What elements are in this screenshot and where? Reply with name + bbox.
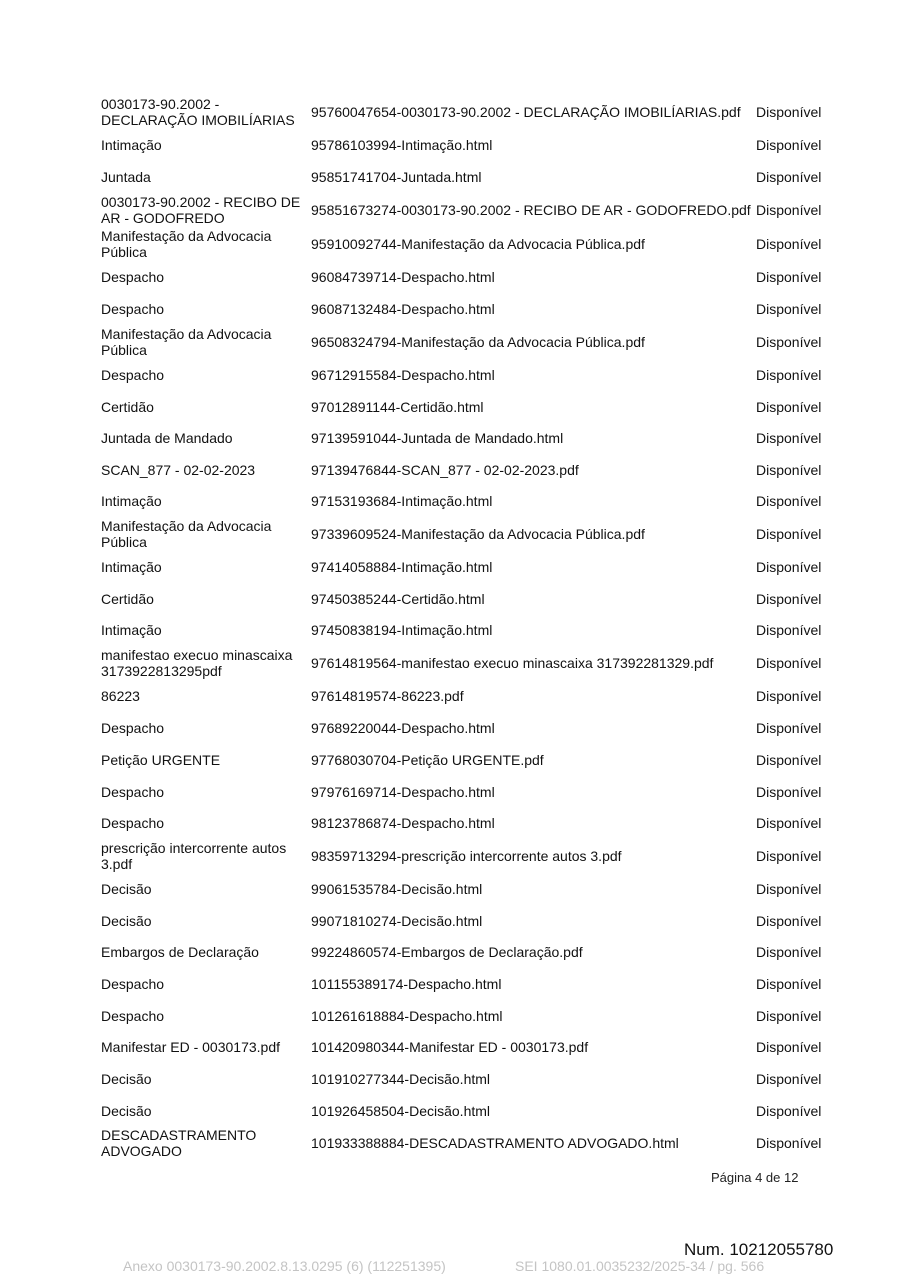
table-row	[101, 1126, 841, 1160]
document-name-cell: Certidão	[101, 398, 154, 415]
table-row	[101, 968, 841, 1000]
document-name-cell: prescrição intercorrente autos 3.pdf	[101, 840, 287, 872]
file-name-cell: 101910277344-Decisão.html	[311, 1071, 491, 1087]
status-cell: Disponível	[756, 169, 822, 185]
file-name-cell: 98123786874-Despacho.html	[311, 815, 495, 831]
table-row	[101, 1063, 841, 1095]
status-cell: Disponível	[756, 1039, 822, 1055]
status-cell: Disponível	[756, 559, 822, 575]
status-cell: Disponível	[756, 398, 822, 415]
document-name-cell: Despacho	[101, 1007, 165, 1024]
table-row	[101, 1000, 841, 1031]
file-name-cell: 101933388884-DESCADASTRAMENTO ADVOGADO.html	[311, 1135, 679, 1151]
file-name-cell: 97012891144-Certidão.html	[311, 398, 484, 415]
table-row	[101, 807, 841, 839]
status-cell: Disponível	[756, 752, 822, 768]
table-row	[101, 1095, 841, 1126]
table-row	[101, 905, 841, 936]
table-row	[101, 646, 841, 680]
status-cell: Disponível	[756, 334, 822, 350]
document-name-cell: Intimação	[101, 493, 162, 509]
status-cell: Disponível	[756, 912, 822, 929]
document-name-cell: 0030173-90.2002 - DECLARAÇÃO IMOBILÍARIAS	[101, 96, 295, 128]
document-name-cell: Juntada	[101, 169, 151, 185]
document-name-cell: Despacho	[101, 783, 165, 800]
document-name-cell: Decisão	[101, 912, 152, 929]
file-name-cell: 101420980344-Manifestar ED - 0030173.pdf	[311, 1039, 589, 1055]
table-row	[101, 936, 841, 968]
document-name-cell: Despacho	[101, 269, 165, 285]
status-cell: Disponível	[756, 493, 822, 509]
footer-sei-text: SEI 1080.01.0035232/2025-34 / pg. 566	[515, 1258, 765, 1274]
status-cell: Disponível	[756, 622, 822, 638]
status-cell: Disponível	[756, 1102, 822, 1119]
file-name-cell: 97414058884-Intimação.html	[311, 559, 493, 575]
status-cell: Disponível	[756, 655, 822, 671]
document-name-cell: Decisão	[101, 1102, 152, 1119]
document-name-cell: Manifestação da Advocacia Pública	[101, 518, 272, 550]
document-name-cell: Certidão	[101, 590, 154, 607]
document-name-cell: Decisão	[101, 1071, 152, 1087]
file-name-cell: 97153193684-Intimação.html	[311, 493, 493, 509]
status-cell: Disponível	[756, 944, 822, 960]
file-name-cell: 99061535784-Decisão.html	[311, 881, 483, 897]
status-cell: Disponível	[756, 848, 822, 864]
file-name-cell: 95851741704-Juntada.html	[311, 169, 482, 185]
status-cell: Disponível	[756, 688, 822, 704]
status-cell: Disponível	[756, 590, 822, 607]
table-row	[101, 391, 841, 422]
status-cell: Disponível	[756, 430, 822, 446]
document-name-cell: Manifestar ED - 0030173.pdf	[101, 1039, 280, 1055]
file-name-cell: 96712915584-Despacho.html	[311, 367, 495, 383]
table-row	[101, 485, 841, 517]
table-row	[101, 129, 841, 161]
file-name-cell: 96508324794-Manifestação da Advocacia Pública.pdf	[311, 334, 645, 350]
document-list-table	[101, 95, 841, 1160]
status-cell: Disponível	[756, 1135, 822, 1151]
table-row	[101, 614, 841, 646]
file-name-cell: 99071810274-Decisão.html	[311, 912, 483, 929]
document-name-cell: Petição URGENTE	[101, 752, 221, 768]
status-cell: Disponível	[756, 301, 822, 317]
document-name-cell: Intimação	[101, 622, 162, 638]
file-name-cell: 96087132484-Despacho.html	[311, 301, 495, 317]
status-cell: Disponível	[756, 1007, 822, 1024]
table-row	[101, 161, 841, 193]
document-name-cell: SCAN_877 - 02-02-2023	[101, 461, 256, 478]
file-name-cell: 97450385244-Certidão.html	[311, 590, 485, 607]
document-name-cell: Juntada de Mandado	[101, 430, 233, 446]
document-name-cell: 86223	[101, 688, 140, 704]
status-cell: Disponível	[756, 881, 822, 897]
table-row	[101, 776, 841, 807]
table-row	[101, 227, 841, 261]
document-name-cell: Despacho	[101, 301, 165, 317]
file-name-cell: 97614819574-86223.pdf	[311, 688, 464, 704]
file-name-cell: 97614819564-manifestao execuo minascaixa 317392281329.pdf	[311, 655, 714, 671]
table-row	[101, 744, 841, 776]
document-name-cell: Despacho	[101, 815, 165, 831]
file-name-cell: 95760047654-0030173-90.2002 - DECLARAÇÃO IMOBILÍARIAS.pdf	[311, 104, 741, 120]
file-name-cell: 97139591044-Juntada de Mandado.html	[311, 430, 564, 446]
file-name-cell: 96084739714-Despacho.html	[311, 269, 495, 285]
file-name-cell: 101926458504-Decisão.html	[311, 1102, 491, 1119]
document-name-cell: manifestao execuo minascaixa 3173922813295pdf	[101, 647, 293, 679]
table-row	[101, 517, 841, 551]
table-row	[101, 95, 841, 129]
table-row	[101, 551, 841, 583]
table-row	[101, 193, 841, 227]
status-cell: Disponível	[756, 815, 822, 831]
document-name-cell: Despacho	[101, 976, 165, 992]
document-name-cell: Despacho	[101, 367, 165, 383]
file-name-cell: 99224860574-Embargos de Declaração.pdf	[311, 944, 583, 960]
table-row	[101, 712, 841, 744]
file-name-cell: 97450838194-Intimação.html	[311, 622, 493, 638]
status-cell: Disponível	[756, 783, 822, 800]
table-row	[101, 325, 841, 359]
table-row	[101, 261, 841, 293]
table-row	[101, 873, 841, 905]
status-cell: Disponível	[756, 269, 822, 285]
status-cell: Disponível	[756, 202, 822, 218]
table-row	[101, 454, 841, 485]
status-cell: Disponível	[756, 236, 822, 252]
file-name-cell: 101261618884-Despacho.html	[311, 1007, 503, 1024]
document-name-cell: Manifestação da Advocacia Pública	[101, 326, 272, 358]
file-name-cell: 101155389174-Despacho.html	[311, 976, 502, 992]
file-name-cell: 95910092744-Manifestação da Advocacia Pública.pdf	[311, 236, 645, 252]
document-name-cell: DESCADASTRAMENTO ADVOGADO	[101, 1127, 257, 1159]
file-name-cell: 98359713294-prescrição intercorrente autos 3.pdf	[311, 848, 622, 864]
status-cell: Disponível	[756, 367, 822, 383]
footer-anexo-text: Anexo 0030173-90.2002.8.13.0295 (6) (112251395)	[123, 1258, 446, 1274]
file-name-cell: 95786103994-Intimação.html	[311, 137, 493, 153]
file-name-cell: 97976169714-Despacho.html	[311, 783, 495, 800]
file-name-cell: 97339609524-Manifestação da Advocacia Pública.pdf	[311, 526, 645, 542]
document-name-cell: 0030173-90.2002 - RECIBO DE AR - GODOFREDO	[101, 194, 301, 226]
document-name-cell: Decisão	[101, 881, 152, 897]
table-row	[101, 839, 841, 873]
table-row	[101, 680, 841, 712]
document-list-body	[101, 95, 841, 1160]
status-cell: Disponível	[756, 1071, 822, 1087]
table-row	[101, 359, 841, 391]
status-cell: Disponível	[756, 137, 822, 153]
file-name-cell: 97689220044-Despacho.html	[311, 720, 495, 736]
status-cell: Disponível	[756, 976, 822, 992]
document-name-cell: Intimação	[101, 137, 162, 153]
document-num-label: Num. 10212055780	[684, 1240, 834, 1259]
status-cell: Disponível	[756, 720, 822, 736]
file-name-cell: 97768030704-Petição URGENTE.pdf	[311, 752, 544, 768]
document-name-cell: Intimação	[101, 559, 162, 575]
document-name-cell: Manifestação da Advocacia Pública	[101, 228, 272, 260]
document-name-cell: Embargos de Declaração	[101, 944, 259, 960]
status-cell: Disponível	[756, 526, 822, 542]
table-row	[101, 583, 841, 614]
status-cell: Disponível	[756, 461, 822, 478]
status-cell: Disponível	[756, 104, 822, 120]
file-name-cell: 97139476844-SCAN_877 - 02-02-2023.pdf	[311, 461, 579, 478]
page-number-label: Página 4 de 12	[711, 1170, 799, 1185]
table-row	[101, 1031, 841, 1063]
file-name-cell: 95851673274-0030173-90.2002 - RECIBO DE AR - GODOFREDO.pdf	[311, 202, 751, 218]
document-name-cell: Despacho	[101, 720, 165, 736]
table-row	[101, 422, 841, 454]
table-row	[101, 293, 841, 325]
